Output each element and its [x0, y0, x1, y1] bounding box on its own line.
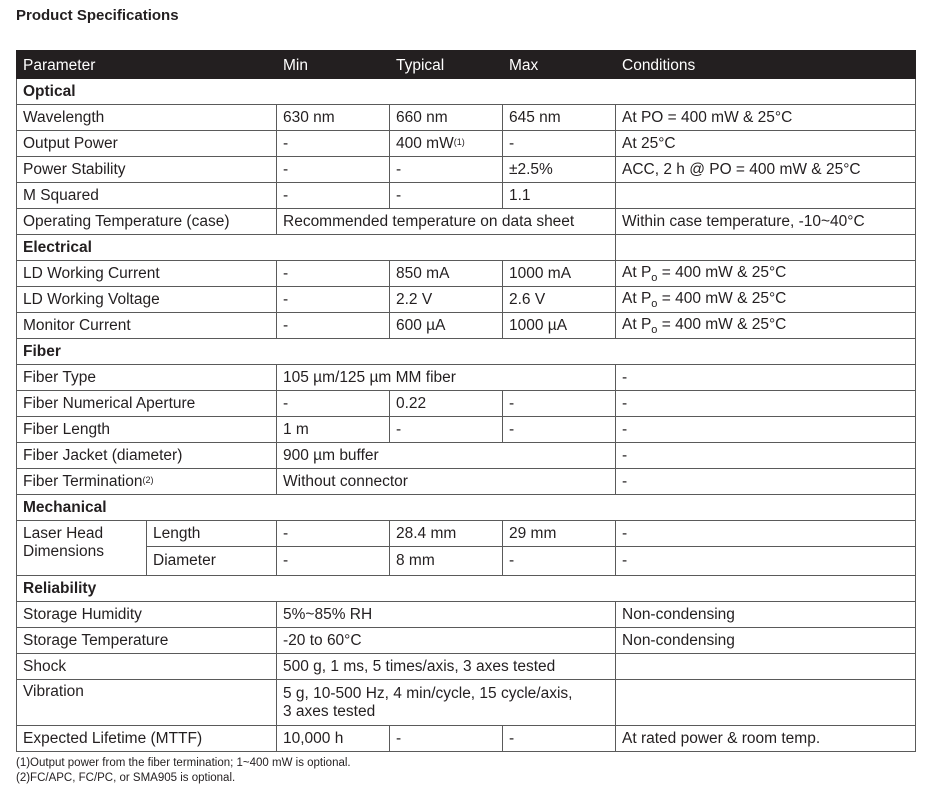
- header-min: Min: [277, 51, 390, 79]
- typical-cell: -: [390, 183, 503, 209]
- table-row: [17, 521, 916, 547]
- section-electrical: [17, 235, 916, 261]
- param-cell: [17, 469, 277, 495]
- conditions-cell: -: [616, 443, 916, 469]
- header-typical: Typical: [390, 51, 503, 79]
- footnote-ref: (2): [142, 474, 154, 485]
- table-row: [17, 261, 916, 287]
- param-cell: Fiber Length: [17, 417, 277, 443]
- min-cell: -: [277, 391, 390, 417]
- param-cell: LD Working Voltage: [17, 287, 277, 313]
- section-optical: [17, 79, 916, 105]
- param-cell: Shock: [17, 654, 277, 680]
- min-cell: 630 nm: [277, 105, 390, 131]
- param-cell: Length: [147, 521, 277, 547]
- page-title: Product Specifications: [16, 7, 179, 24]
- section-label: Mechanical: [17, 495, 916, 521]
- conditions-cell: -: [616, 391, 916, 417]
- param-cell: M Squared: [17, 183, 277, 209]
- table-row: [17, 680, 916, 726]
- param-cell: Vibration: [17, 680, 277, 726]
- max-cell: -: [503, 726, 616, 752]
- max-cell: -: [503, 547, 616, 576]
- param-cell: Storage Temperature: [17, 628, 277, 654]
- typical-cell: -: [390, 157, 503, 183]
- table-row: [17, 469, 916, 495]
- footnote-2: (2)FC/APC, FC/PC, or SMA905 is optional.: [16, 772, 236, 784]
- param-cell: LD Working Current: [17, 261, 277, 287]
- section-label: Electrical: [17, 235, 616, 261]
- typical-cell: -: [390, 417, 503, 443]
- table-row: [17, 417, 916, 443]
- table-row: [17, 313, 916, 339]
- footnote-ref: (1): [453, 136, 465, 147]
- section-label: Reliability: [17, 576, 916, 602]
- typical-cell: [390, 131, 503, 157]
- min-cell: -: [277, 547, 390, 576]
- max-cell: 1.1: [503, 183, 616, 209]
- value-cell: -20 to 60°C: [277, 628, 616, 654]
- table-row: [17, 654, 916, 680]
- max-cell: 1000 µA: [503, 313, 616, 339]
- typical-cell: 850 mA: [390, 261, 503, 287]
- table-row: [17, 547, 916, 576]
- param-cell: Output Power: [17, 131, 277, 157]
- value-cell: Recommended temperature on data sheet: [277, 209, 616, 235]
- min-cell: -: [277, 313, 390, 339]
- section-mechanical: [17, 495, 916, 521]
- typical-cell: 0.22: [390, 391, 503, 417]
- conditions-cell: At 25°C: [616, 131, 916, 157]
- param-label: Fiber Termination: [23, 472, 143, 490]
- param-cell: Fiber Numerical Aperture: [17, 391, 277, 417]
- section-reliability: [17, 576, 916, 602]
- max-cell: 645 nm: [503, 105, 616, 131]
- conditions-cell: Within case temperature, -10~40°C: [616, 209, 916, 235]
- conditions-cell: At $P_o = 400$ mW & 25°C: [616, 261, 916, 287]
- section-label: Optical: [17, 79, 916, 105]
- value-cell: 500 g, 1 ms, 5 times/axis, 3 axes tested: [277, 654, 616, 680]
- table-row: [17, 628, 916, 654]
- typical-cell: 660 nm: [390, 105, 503, 131]
- value-cell: 900 µm buffer: [277, 443, 616, 469]
- param-cell: Operating Temperature (case): [17, 209, 277, 235]
- max-cell: 2.6 V: [503, 287, 616, 313]
- param-cell: Monitor Current: [17, 313, 277, 339]
- table-row: [17, 391, 916, 417]
- spec-table: [16, 50, 916, 752]
- conditions-cell: [616, 235, 916, 261]
- min-cell: -: [277, 131, 390, 157]
- max-cell: 1000 mA: [503, 261, 616, 287]
- param-cell: Wavelength: [17, 105, 277, 131]
- conditions-cell: At rated power & room temp.: [616, 726, 916, 752]
- header-parameter: Parameter: [17, 51, 277, 79]
- min-cell: -: [277, 183, 390, 209]
- value-cell: 5%~85% RH: [277, 602, 616, 628]
- conditions-cell: Non-condensing: [616, 602, 916, 628]
- max-cell: -: [503, 417, 616, 443]
- max-cell: -: [503, 131, 616, 157]
- table-row: [17, 726, 916, 752]
- header-conditions: Conditions: [616, 51, 916, 79]
- conditions-cell: [616, 654, 916, 680]
- conditions-cell: -: [616, 417, 916, 443]
- conditions-cell: [616, 680, 916, 726]
- max-cell: ±2.5%: [503, 157, 616, 183]
- typical-cell: -: [390, 726, 503, 752]
- min-cell: -: [277, 261, 390, 287]
- param-cell: Storage Humidity: [17, 602, 277, 628]
- value-cell: Without connector: [277, 469, 616, 495]
- min-cell: -: [277, 521, 390, 547]
- max-cell: 29 mm: [503, 521, 616, 547]
- typical-value: 400 mW: [396, 134, 454, 152]
- min-cell: 1 m: [277, 417, 390, 443]
- min-cell: -: [277, 287, 390, 313]
- max-cell: -: [503, 391, 616, 417]
- table-header-row: [17, 51, 916, 79]
- table-row: [17, 287, 916, 313]
- table-row: [17, 602, 916, 628]
- typical-cell: 28.4 mm: [390, 521, 503, 547]
- typical-cell: 600 µA: [390, 313, 503, 339]
- param-cell: Expected Lifetime (MTTF): [17, 726, 277, 752]
- conditions-cell: -: [616, 469, 916, 495]
- table-row: [17, 131, 916, 157]
- table-row: [17, 365, 916, 391]
- group-cell: Laser Head Dimensions: [17, 521, 147, 576]
- footnote-1: (1)Output power from the fiber termination; 1~400 mW is optional.: [16, 757, 351, 769]
- value-cell: 5 g, 10-500 Hz, 4 min/cycle, 15 cycle/axis, 3 axes tested: [277, 680, 616, 726]
- table-row: [17, 183, 916, 209]
- typical-cell: 2.2 V: [390, 287, 503, 313]
- conditions-cell: At PO = 400 mW & 25°C: [616, 105, 916, 131]
- footnotes: [16, 756, 351, 786]
- param-cell: Power Stability: [17, 157, 277, 183]
- min-cell: 10,000 h: [277, 726, 390, 752]
- conditions-cell: Non-condensing: [616, 628, 916, 654]
- conditions-cell: -: [616, 521, 916, 547]
- table-row: [17, 443, 916, 469]
- header-max: Max: [503, 51, 616, 79]
- param-cell: Fiber Type: [17, 365, 277, 391]
- section-fiber: [17, 339, 916, 365]
- conditions-cell: -: [616, 365, 916, 391]
- table-row: [17, 209, 916, 235]
- value-cell: 105 µm/125 µm MM fiber: [277, 365, 616, 391]
- typical-cell: 8 mm: [390, 547, 503, 576]
- table-row: [17, 105, 916, 131]
- param-cell: Fiber Jacket (diameter): [17, 443, 277, 469]
- conditions-cell: ACC, 2 h @ PO = 400 mW & 25°C: [616, 157, 916, 183]
- conditions-cell: At $P_o = 400$ mW & 25°C: [616, 313, 916, 339]
- conditions-cell: At $P_o = 400$ mW & 25°C: [616, 287, 916, 313]
- section-label: Fiber: [17, 339, 916, 365]
- conditions-cell: -: [616, 547, 916, 576]
- min-cell: -: [277, 157, 390, 183]
- param-cell: Diameter: [147, 547, 277, 576]
- table-row: [17, 157, 916, 183]
- conditions-cell: [616, 183, 916, 209]
